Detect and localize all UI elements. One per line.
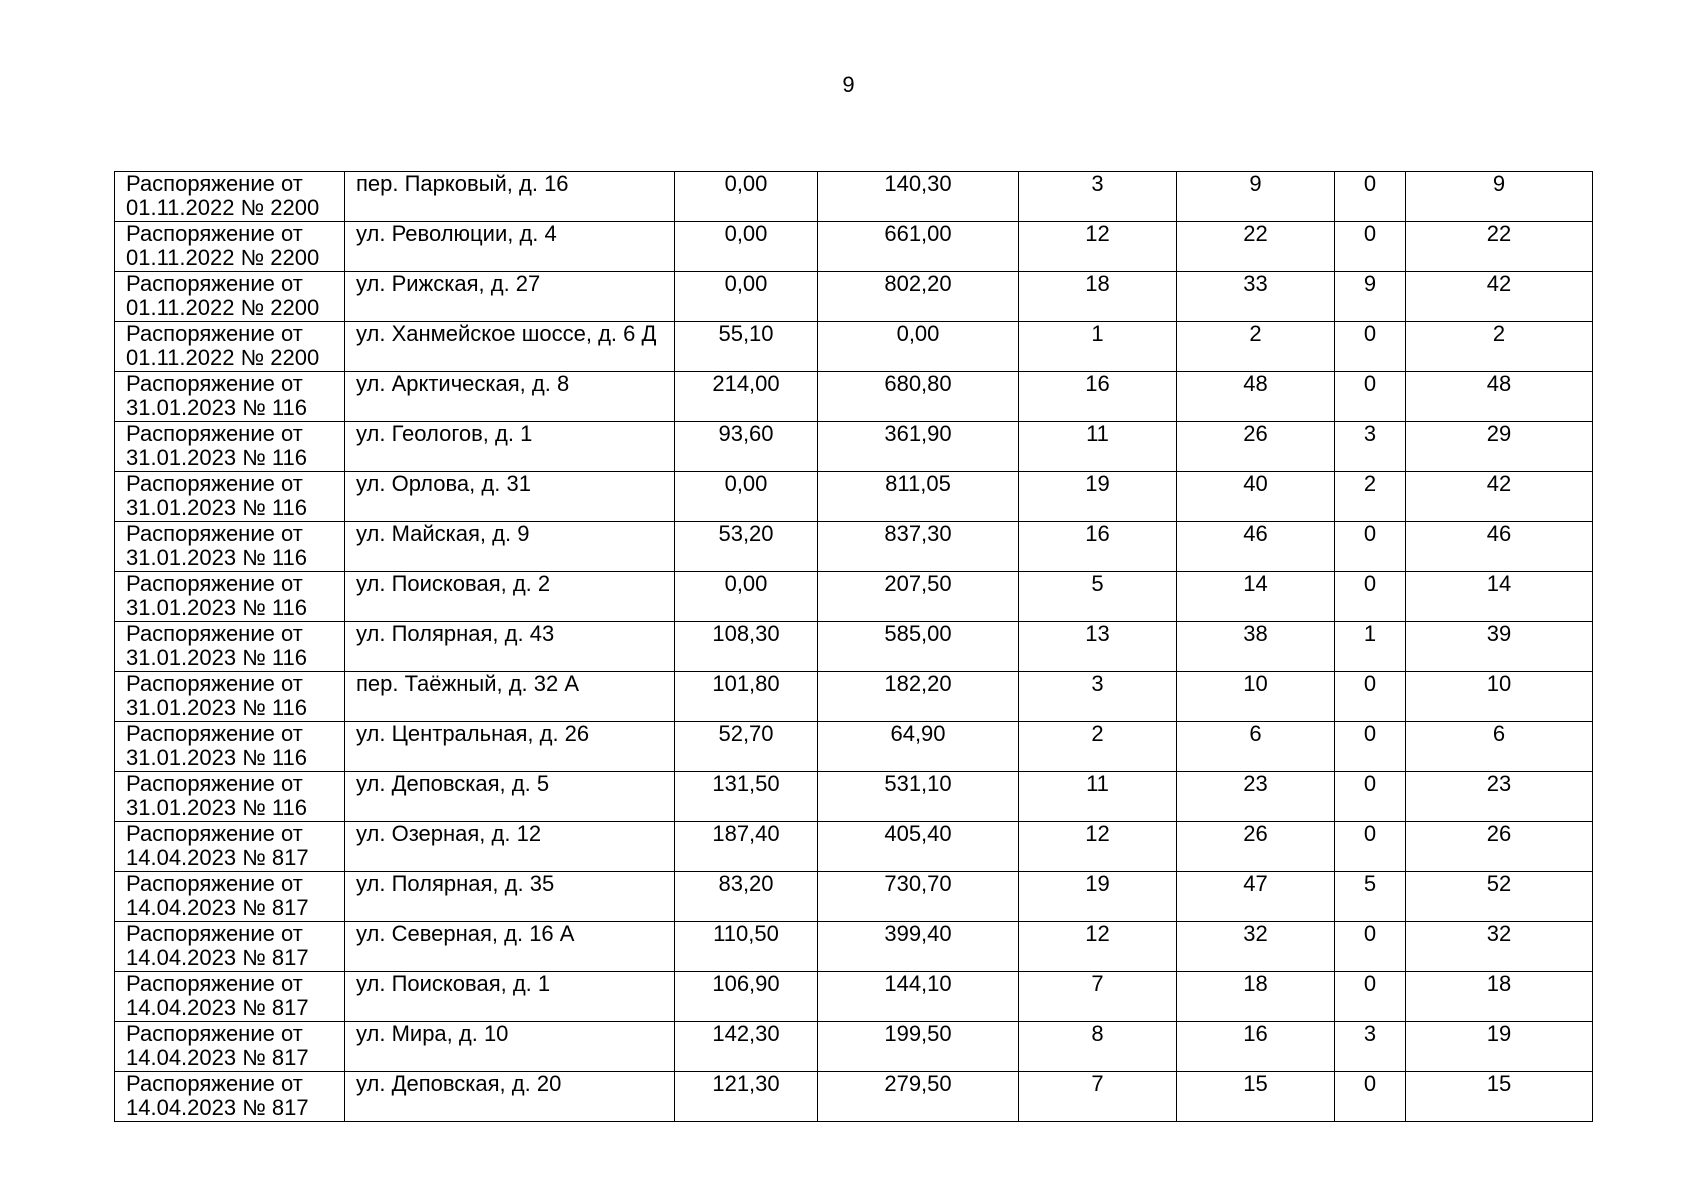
count-value-3-cell: 0 [1335, 172, 1406, 222]
document-type: Распоряжение от [126, 521, 303, 546]
document-date-number: 31.01.2023 № 116 [126, 595, 308, 620]
document-cell [115, 472, 345, 522]
count-total-cell: 32 [1406, 922, 1593, 972]
count-value-3-cell: 0 [1335, 222, 1406, 272]
document-date-number: 01.11.2022 № 2200 [126, 345, 320, 370]
address-cell: ул. Мира, д. 10 [345, 1022, 675, 1072]
area-value-2-cell: 661,00 [818, 222, 1019, 272]
document-type: Распоряжение от [126, 271, 303, 296]
area-value-1-cell: 106,90 [675, 972, 818, 1022]
address-cell: ул. Ханмейское шоссе, д. 6 Д [345, 322, 675, 372]
document-type: Распоряжение от [126, 471, 303, 496]
table-row [115, 1072, 1593, 1122]
address-cell: ул. Северная, д. 16 А [345, 922, 675, 972]
count-value-2-cell: 26 [1177, 422, 1335, 472]
count-value-2-cell: 22 [1177, 222, 1335, 272]
table-row [115, 622, 1593, 672]
document-cell [115, 372, 345, 422]
document-cell [115, 172, 345, 222]
count-value-3-cell: 0 [1335, 972, 1406, 1022]
count-total-cell: 9 [1406, 172, 1593, 222]
address-cell: ул. Поисковая, д. 2 [345, 572, 675, 622]
address-cell: ул. Деповская, д. 5 [345, 772, 675, 822]
document-cell [115, 922, 345, 972]
count-value-1-cell: 3 [1019, 172, 1177, 222]
document-type: Распоряжение от [126, 221, 303, 246]
count-total-cell: 29 [1406, 422, 1593, 472]
count-total-cell: 2 [1406, 322, 1593, 372]
table-row [115, 472, 1593, 522]
count-value-3-cell: 0 [1335, 1072, 1406, 1122]
count-total-cell: 22 [1406, 222, 1593, 272]
count-value-1-cell: 7 [1019, 972, 1177, 1022]
data-table [114, 171, 1593, 1122]
address-cell: ул. Революции, д. 4 [345, 222, 675, 272]
address-cell: ул. Полярная, д. 43 [345, 622, 675, 672]
document-date-number: 31.01.2023 № 116 [126, 545, 308, 570]
area-value-1-cell: 83,20 [675, 872, 818, 922]
count-total-cell: 18 [1406, 972, 1593, 1022]
count-value-1-cell: 11 [1019, 772, 1177, 822]
table-row [115, 972, 1593, 1022]
area-value-1-cell: 53,20 [675, 522, 818, 572]
address-cell: ул. Геологов, д. 1 [345, 422, 675, 472]
document-cell [115, 422, 345, 472]
count-total-cell: 46 [1406, 522, 1593, 572]
count-value-1-cell: 19 [1019, 472, 1177, 522]
count-total-cell: 19 [1406, 1022, 1593, 1072]
document-cell [115, 522, 345, 572]
count-value-2-cell: 38 [1177, 622, 1335, 672]
table-row [115, 772, 1593, 822]
address-cell: ул. Орлова, д. 31 [345, 472, 675, 522]
count-value-1-cell: 8 [1019, 1022, 1177, 1072]
area-value-1-cell: 52,70 [675, 722, 818, 772]
count-value-2-cell: 9 [1177, 172, 1335, 222]
area-value-1-cell: 0,00 [675, 222, 818, 272]
area-value-2-cell: 399,40 [818, 922, 1019, 972]
document-type: Распоряжение от [126, 571, 303, 596]
address-cell: ул. Полярная, д. 35 [345, 872, 675, 922]
count-value-3-cell: 9 [1335, 272, 1406, 322]
area-value-2-cell: 64,90 [818, 722, 1019, 772]
count-value-3-cell: 2 [1335, 472, 1406, 522]
area-value-1-cell: 121,30 [675, 1072, 818, 1122]
document-cell [115, 622, 345, 672]
document-cell [115, 822, 345, 872]
table-row [115, 322, 1593, 372]
document-type: Распоряжение от [126, 621, 303, 646]
count-value-2-cell: 2 [1177, 322, 1335, 372]
count-value-2-cell: 10 [1177, 672, 1335, 722]
area-value-2-cell: 0,00 [818, 322, 1019, 372]
count-value-2-cell: 33 [1177, 272, 1335, 322]
document-type: Распоряжение от [126, 871, 303, 896]
count-value-1-cell: 5 [1019, 572, 1177, 622]
count-total-cell: 52 [1406, 872, 1593, 922]
area-value-1-cell: 108,30 [675, 622, 818, 672]
count-value-2-cell: 47 [1177, 872, 1335, 922]
count-total-cell: 26 [1406, 822, 1593, 872]
area-value-1-cell: 214,00 [675, 372, 818, 422]
count-value-3-cell: 5 [1335, 872, 1406, 922]
table-row [115, 422, 1593, 472]
count-value-2-cell: 16 [1177, 1022, 1335, 1072]
document-type: Распоряжение от [126, 171, 303, 196]
document-cell [115, 972, 345, 1022]
document-cell [115, 322, 345, 372]
area-value-2-cell: 144,10 [818, 972, 1019, 1022]
area-value-1-cell: 0,00 [675, 572, 818, 622]
table-row [115, 372, 1593, 422]
document-cell [115, 1022, 345, 1072]
document-cell [115, 1072, 345, 1122]
document-date-number: 31.01.2023 № 116 [126, 695, 308, 720]
document-type: Распоряжение от [126, 421, 303, 446]
count-value-3-cell: 0 [1335, 922, 1406, 972]
table-body [115, 172, 1593, 1122]
table-row [115, 1022, 1593, 1072]
address-cell: ул. Деповская, д. 20 [345, 1072, 675, 1122]
area-value-2-cell: 802,20 [818, 272, 1019, 322]
table-row [115, 572, 1593, 622]
count-value-1-cell: 11 [1019, 422, 1177, 472]
area-value-2-cell: 680,80 [818, 372, 1019, 422]
document-date-number: 14.04.2023 № 817 [126, 845, 309, 870]
document-cell [115, 872, 345, 922]
count-value-1-cell: 12 [1019, 922, 1177, 972]
document-type: Распоряжение от [126, 921, 303, 946]
document-date-number: 14.04.2023 № 817 [126, 895, 309, 920]
address-cell: пер. Парковый, д. 16 [345, 172, 675, 222]
count-value-2-cell: 26 [1177, 822, 1335, 872]
count-total-cell: 14 [1406, 572, 1593, 622]
count-value-1-cell: 19 [1019, 872, 1177, 922]
document-cell [115, 222, 345, 272]
count-total-cell: 42 [1406, 272, 1593, 322]
count-value-1-cell: 1 [1019, 322, 1177, 372]
table-row [115, 222, 1593, 272]
address-cell: ул. Рижская, д. 27 [345, 272, 675, 322]
count-value-2-cell: 6 [1177, 722, 1335, 772]
area-value-1-cell: 93,60 [675, 422, 818, 472]
count-value-2-cell: 32 [1177, 922, 1335, 972]
count-value-1-cell: 18 [1019, 272, 1177, 322]
count-value-1-cell: 16 [1019, 372, 1177, 422]
address-cell: ул. Майская, д. 9 [345, 522, 675, 572]
document-date-number: 01.11.2022 № 2200 [126, 295, 320, 320]
document-date-number: 14.04.2023 № 817 [126, 1095, 309, 1120]
document-date-number: 01.11.2022 № 2200 [126, 195, 320, 220]
document-type: Распоряжение от [126, 321, 303, 346]
count-total-cell: 10 [1406, 672, 1593, 722]
count-value-1-cell: 12 [1019, 222, 1177, 272]
count-value-3-cell: 0 [1335, 322, 1406, 372]
area-value-2-cell: 730,70 [818, 872, 1019, 922]
count-total-cell: 42 [1406, 472, 1593, 522]
area-value-1-cell: 142,30 [675, 1022, 818, 1072]
area-value-2-cell: 585,00 [818, 622, 1019, 672]
area-value-1-cell: 131,50 [675, 772, 818, 822]
document-date-number: 31.01.2023 № 116 [126, 445, 308, 470]
count-value-3-cell: 3 [1335, 1022, 1406, 1072]
count-value-1-cell: 12 [1019, 822, 1177, 872]
count-value-1-cell: 3 [1019, 672, 1177, 722]
document-date-number: 14.04.2023 № 817 [126, 995, 309, 1020]
area-value-2-cell: 140,30 [818, 172, 1019, 222]
document-cell [115, 722, 345, 772]
document-date-number: 31.01.2023 № 116 [126, 795, 308, 820]
area-value-1-cell: 0,00 [675, 272, 818, 322]
count-value-2-cell: 23 [1177, 772, 1335, 822]
count-value-3-cell: 1 [1335, 622, 1406, 672]
count-value-2-cell: 40 [1177, 472, 1335, 522]
count-value-1-cell: 16 [1019, 522, 1177, 572]
table-row [115, 522, 1593, 572]
count-value-3-cell: 0 [1335, 372, 1406, 422]
document-type: Распоряжение от [126, 671, 303, 696]
document-date-number: 31.01.2023 № 116 [126, 395, 308, 420]
area-value-2-cell: 811,05 [818, 472, 1019, 522]
count-total-cell: 6 [1406, 722, 1593, 772]
area-value-1-cell: 0,00 [675, 472, 818, 522]
count-total-cell: 15 [1406, 1072, 1593, 1122]
page-number: 9 [842, 72, 855, 97]
document-type: Распоряжение от [126, 771, 303, 796]
count-value-1-cell: 13 [1019, 622, 1177, 672]
count-total-cell: 39 [1406, 622, 1593, 672]
table-row [115, 272, 1593, 322]
table-row [115, 872, 1593, 922]
area-value-2-cell: 199,50 [818, 1022, 1019, 1072]
count-value-2-cell: 48 [1177, 372, 1335, 422]
document-type: Распоряжение от [126, 1071, 303, 1096]
count-total-cell: 48 [1406, 372, 1593, 422]
address-cell: пер. Таёжный, д. 32 А [345, 672, 675, 722]
document-date-number: 01.11.2022 № 2200 [126, 245, 320, 270]
area-value-1-cell: 101,80 [675, 672, 818, 722]
document-cell [115, 672, 345, 722]
count-value-3-cell: 0 [1335, 722, 1406, 772]
document-date-number: 31.01.2023 № 116 [126, 745, 308, 770]
area-value-1-cell: 110,50 [675, 922, 818, 972]
count-value-2-cell: 18 [1177, 972, 1335, 1022]
table-row [115, 822, 1593, 872]
count-total-cell: 23 [1406, 772, 1593, 822]
area-value-2-cell: 361,90 [818, 422, 1019, 472]
document-date-number: 14.04.2023 № 817 [126, 945, 309, 970]
address-cell: ул. Поисковая, д. 1 [345, 972, 675, 1022]
document-date-number: 14.04.2023 № 817 [126, 1045, 309, 1070]
document-cell [115, 572, 345, 622]
count-value-3-cell: 0 [1335, 672, 1406, 722]
area-value-2-cell: 207,50 [818, 572, 1019, 622]
table-row [115, 172, 1593, 222]
area-value-1-cell: 187,40 [675, 822, 818, 872]
document-type: Распоряжение от [126, 821, 303, 846]
count-value-3-cell: 3 [1335, 422, 1406, 472]
area-value-2-cell: 837,30 [818, 522, 1019, 572]
count-value-1-cell: 2 [1019, 722, 1177, 772]
area-value-1-cell: 55,10 [675, 322, 818, 372]
count-value-1-cell: 7 [1019, 1072, 1177, 1122]
area-value-2-cell: 531,10 [818, 772, 1019, 822]
address-cell: ул. Центральная, д. 26 [345, 722, 675, 772]
document-type: Распоряжение от [126, 971, 303, 996]
document-type: Распоряжение от [126, 721, 303, 746]
address-cell: ул. Арктическая, д. 8 [345, 372, 675, 422]
count-value-3-cell: 0 [1335, 772, 1406, 822]
table-row [115, 922, 1593, 972]
count-value-3-cell: 0 [1335, 822, 1406, 872]
document-type: Распоряжение от [126, 1021, 303, 1046]
count-value-2-cell: 14 [1177, 572, 1335, 622]
count-value-2-cell: 15 [1177, 1072, 1335, 1122]
count-value-2-cell: 46 [1177, 522, 1335, 572]
document-cell [115, 772, 345, 822]
document-date-number: 31.01.2023 № 116 [126, 645, 308, 670]
area-value-2-cell: 182,20 [818, 672, 1019, 722]
count-value-3-cell: 0 [1335, 522, 1406, 572]
area-value-2-cell: 405,40 [818, 822, 1019, 872]
document-type: Распоряжение от [126, 371, 303, 396]
table-row [115, 672, 1593, 722]
area-value-1-cell: 0,00 [675, 172, 818, 222]
area-value-2-cell: 279,50 [818, 1072, 1019, 1122]
document-cell [115, 272, 345, 322]
count-value-3-cell: 0 [1335, 572, 1406, 622]
table-row [115, 722, 1593, 772]
document-date-number: 31.01.2023 № 116 [126, 495, 308, 520]
address-cell: ул. Озерная, д. 12 [345, 822, 675, 872]
